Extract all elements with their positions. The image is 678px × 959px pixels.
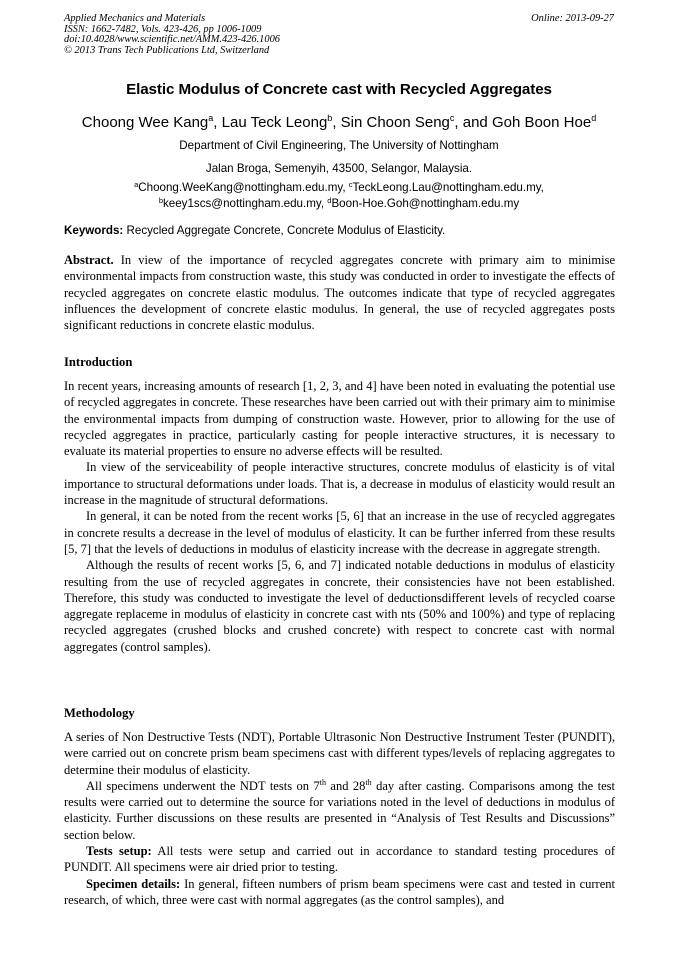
tests-setup-label: Tests setup: [86,844,152,859]
methodology-heading: Methodology [64,706,135,720]
author-list [0,114,678,131]
email-line-1: $^a$Choong.WeeKang@nottingham.edu.my, $^c$TeckLeong.Lau@nottingham.edu.my, [134,180,544,194]
paragraph: A series of Non Destructive Tests (NDT), Portable Ultrasonic Non Destructive Instrument Tester (PUNDIT), were carried out on concrete prism beam specimens cast with different types/levels of replacing aggregates to determine their modulus of elasticity. [64,730,615,777]
journal-header [64,14,444,56]
paragraph: In general, it can be noted from the recent works [5, 6] that an increase in the use of recycled aggregates in concrete results a decrease in the level of modulus of elasticity. It can be further inferred from these results [5, 7] that the levels of deductions in modulus of elasticity increase with the decrease in aggregate strength. [64,509,615,556]
paper-title: Elastic Modulus of Concrete cast with Recycled Aggregates [126,81,552,98]
methodology-body [64,729,615,908]
author: Choong Wee Kang$^a$, [81,113,222,131]
author: Goh Boon Hoe$^d$ [491,113,597,131]
author: Sin Choon Seng$^c$, and [340,113,492,131]
email-link[interactable]: Choong.WeeKang@nottingham.edu.my [138,181,343,194]
paragraph: In recent years, increasing amounts of research [1, 2, 3, and 4] have been noted in evaluating the potential use of recycled aggregates in concrete. These researches have been carried out with their primary aim to minimise the environmental impacts from dumping of construction waste. However, prior to allowing for the use of recycled aggregates in practice, particularly casting for people interactive structures, it is necessary to evaluate its material properties to ensure no adverse effects will be resulted. [64,379,615,459]
keywords-text: Recycled Aggregate Concrete, Concrete Modulus of Elasticity. [123,224,446,237]
paragraph: In view of the serviceability of people interactive structures, concrete modulus of elasticity is of vital importance to structural deformations under loads. That is, a decrease in modulus of elasticity would result an increase in the magnitude of structural deformations. [64,460,615,508]
email-line-2: $^b$keey1scs@nottingham.edu.my, $^d$Boon-Hoe.Goh@nottingham.edu.my [158,196,520,210]
doi-line: doi:10.4028/www.scientific.net/AMM.423-426.1006 [64,34,280,46]
paragraph: Tests setup: All tests were setup and carried out in accordance to standard testing procedures of PUNDIT. All specimens were air dried prior to testing. [64,844,615,875]
email-link[interactable]: Boon-Hoe.Goh@nottingham.edu.my [331,197,520,210]
abstract [64,252,615,333]
affiliation-dept: Department of Civil Engineering, The University of Nottingham [179,139,499,152]
keywords [64,224,616,237]
specimen-details-label: Specimen details: [86,876,181,891]
online-date: Online: 2013-09-27 [531,13,614,24]
email-link[interactable]: TeckLeong.Lau@nottingham.edu.my [352,181,541,194]
author: Lau Teck Leong$^b$, [221,113,341,131]
paragraph: All specimens underwent the NDT tests on 7th and 28th day after casting. Comparisons among the test results were carried out to determine the source for variations noted in the level of deductions in modulus of elasticity. Further discussions on these results are presented in “Analysis of Test Results and Discussions” section below. [64,777,615,842]
journal-name: Applied Mechanics and Materials [64,13,206,24]
introduction-body [64,378,615,655]
paragraph: Although the results of recent works [5, 6, and 7] indicated notable deductions in modulus of elasticity resulting from the use of recycled aggregates in concrete, their consistencies have not been established. Therefore, this study was conducted to investigate the level of deductionsdifferent levels of recycled coarse aggregate replaceme in modulus of elasticity in concrete cast with nts (50% and 100%) and type of replacing recycled aggregates (crushed blocks and crushed concrete) with respect to concrete cast with normal aggregates (control samples). [64,558,615,654]
abstract-label: Abstract. [64,253,114,267]
email-link[interactable]: keey1scs@nottingham.edu.my [162,197,321,210]
introduction-heading: Introduction [64,355,133,369]
copyright-line: © 2013 Trans Tech Publications Ltd, Switzerland [64,44,270,56]
issn-line: ISSN: 1662-7482, Vols. 423-426, pp 1006-1009 [64,23,262,35]
paragraph: Specimen details: In general, fifteen numbers of prism beam specimens were cast and tested in current research, of which, three were cast with normal aggregates (as the control samples), and [64,876,615,907]
abstract-text: In view of the importance of recycled aggregates concrete with primary aim to minimise environmental impacts from construction waste, this study was conducted in order to investigate the effects of recycled aggregates on concrete elastic modulus. The outcomes indicate that type of recycled aggregates influences the development of concrete elastic modulus. In general, the use of recycled aggregates posts significant reductions in concrete elastic modulus. [64,253,615,333]
keywords-label: Keywords: [64,224,124,237]
affiliation-address: Jalan Broga, Semenyih, 43500, Selangor, Malaysia. [205,162,473,175]
